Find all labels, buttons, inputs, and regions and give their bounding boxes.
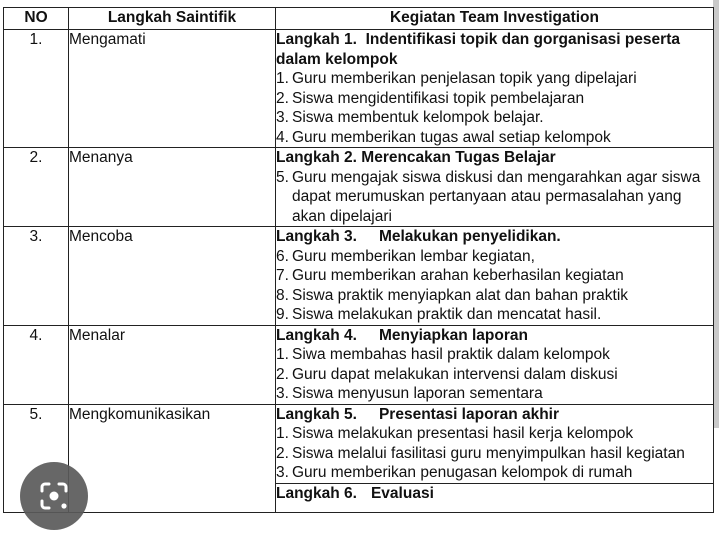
activity-cell bbox=[276, 404, 714, 483]
activity-cell bbox=[276, 30, 714, 148]
list-item: 8. Siswa praktik menyiapkan alat dan bahan praktik bbox=[276, 286, 629, 304]
list-item: 1. Guru memberikan penjelasan topik yang dipelajari bbox=[276, 70, 637, 87]
langkah-heading: Langkah 2. Merencakan Tugas Belajar bbox=[276, 149, 556, 166]
row-number: 2. bbox=[4, 148, 69, 227]
activity-list bbox=[276, 168, 713, 227]
row-number: 5. bbox=[4, 404, 69, 512]
list-item: 2. Siswa melalui fasilitasi guru menyimpulkan hasil kegiatan bbox=[276, 444, 685, 462]
list-item: 2. Siswa mengidentifikasi topik pembelajaran bbox=[276, 89, 585, 107]
scientific-step: Mengkomunikasikan bbox=[69, 404, 276, 512]
activity-list bbox=[276, 424, 713, 483]
scientific-step: Mencoba bbox=[69, 227, 276, 326]
activity-cell bbox=[276, 227, 714, 326]
row-number: 3. bbox=[4, 227, 69, 326]
activity-cell bbox=[276, 148, 714, 227]
langkah-heading: Langkah 6. Evaluasi bbox=[276, 484, 434, 502]
row-number: 1. bbox=[4, 30, 69, 148]
list-item: 9. Siswa melakukan praktik dan mencatat hasil. bbox=[276, 306, 602, 323]
activity-cell bbox=[276, 483, 714, 512]
list-item: 1. Siwa membahas hasil praktik dalam kelompok bbox=[276, 346, 610, 363]
langkah-heading: Langkah 5. Presentasi laporan akhir bbox=[276, 405, 560, 423]
row-number: 4. bbox=[4, 325, 69, 404]
table-row bbox=[4, 30, 714, 148]
table-row bbox=[4, 227, 714, 326]
activity-list bbox=[276, 247, 713, 325]
header-no: NO bbox=[4, 8, 69, 30]
langkah-heading: Langkah 4. Menyiapkan laporan bbox=[276, 326, 528, 344]
list-item: 2. Guru dapat melakukan intervensi dalam diskusi bbox=[276, 365, 618, 383]
table-row bbox=[4, 404, 714, 483]
activity-cell bbox=[276, 325, 714, 404]
scientific-step: Menanya bbox=[69, 148, 276, 227]
table-row bbox=[4, 325, 714, 404]
list-item: 7. Guru memberikan arahan keberhasilan kegiatan bbox=[276, 267, 624, 284]
list-item: 6. Guru memberikan lembar kegiatan, bbox=[276, 247, 535, 265]
scientific-step: Menalar bbox=[69, 325, 276, 404]
lens-search-button[interactable] bbox=[20, 462, 88, 530]
lens-search-icon bbox=[38, 480, 70, 512]
list-item: 5. Guru mengajak siswa diskusi dan mengarahkan agar siswa dapat merumuskan pertanyaan atau permasalahan yang akan dipelajari bbox=[276, 168, 701, 225]
scientific-step: Mengamati bbox=[69, 30, 276, 148]
list-item: 1. Siswa melakukan presentasi hasil kerja kelompok bbox=[276, 425, 634, 442]
langkah-heading: Langkah 3. Melakukan penyelidikan. bbox=[276, 228, 561, 245]
table-row bbox=[4, 148, 714, 227]
list-item: 3. Siswa menyusun laporan sementara bbox=[276, 385, 543, 402]
langkah-heading: Langkah 1. Indentifikasi topik dan gorganisasi peserta dalam kelompok bbox=[276, 31, 680, 68]
team-investigation-table bbox=[3, 7, 714, 513]
list-item: 3. Siswa membentuk kelompok belajar. bbox=[276, 109, 544, 126]
activity-list bbox=[276, 345, 713, 404]
table-header-row bbox=[4, 8, 714, 30]
list-item: 3. Guru memberikan penugasan kelompok di rumah bbox=[276, 464, 633, 481]
list-item: 4. Guru memberikan tugas awal setiap kelompok bbox=[276, 128, 611, 146]
header-activity: Kegiatan Team Investigation bbox=[276, 8, 714, 30]
header-step: Langkah Saintifik bbox=[69, 8, 276, 30]
activity-list bbox=[276, 69, 713, 147]
